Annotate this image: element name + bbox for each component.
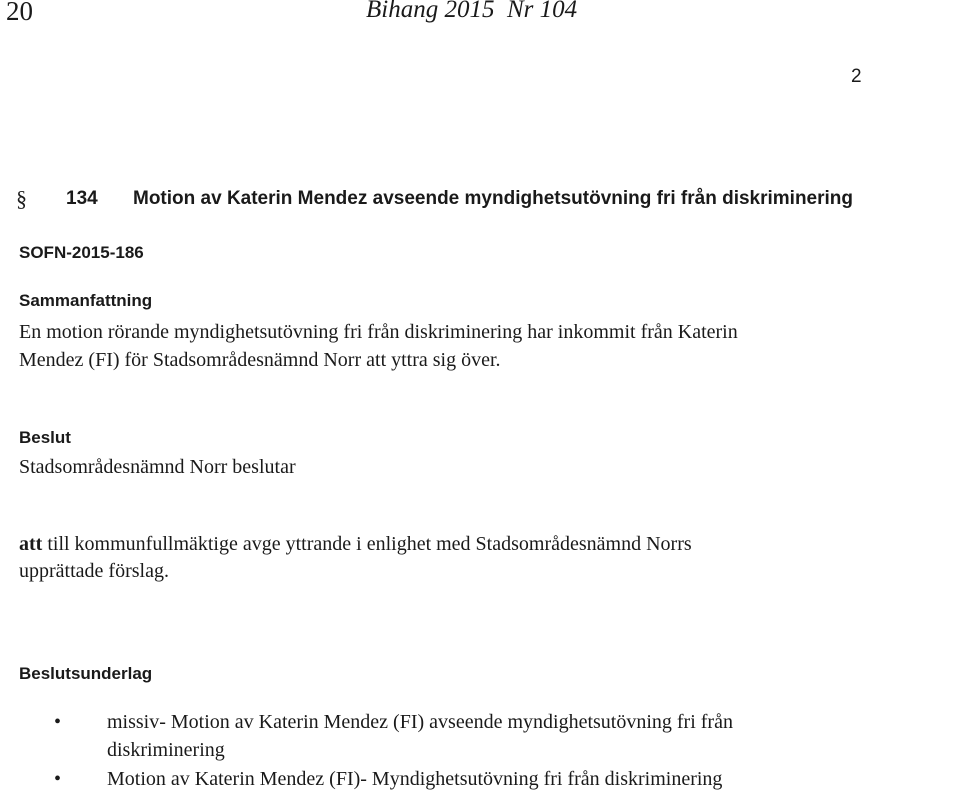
decision-line-1 (19, 533, 692, 556)
item-number: 134 (66, 188, 98, 209)
publication-name: Bihang 2015 (366, 0, 495, 23)
list-item-line-1: Motion av Katerin Mendez (FI)- Myndighetsutövning fri från diskriminering (107, 768, 723, 790)
running-header (366, 0, 577, 24)
decision-intro: Stadsområdesnämnd Norr beslutar (19, 456, 296, 478)
case-id: SOFN-2015-186 (19, 243, 144, 262)
decision-text: till kommunfullmäktige avge yttrande i enlighet med Stadsområdesnämnd Norrs (42, 533, 692, 555)
bullet-icon: • (54, 768, 62, 790)
summary-line-1: En motion rörande myndighetsutövning fri från diskriminering har inkommit från Katerin (19, 321, 738, 343)
bullet-icon: • (54, 711, 62, 733)
issue-number: Nr 104 (506, 0, 578, 23)
section-heading-beslut: Beslut (19, 428, 71, 447)
summary-line-2: Mendez (FI) för Stadsområdesnämnd Norr att yttra sig över. (19, 349, 501, 371)
inner-page-number: 2 (851, 66, 862, 87)
decision-line-2: upprättade förslag. (19, 560, 169, 582)
section-heading-beslutsunderlag: Beslutsunderlag (19, 664, 153, 683)
page-number: 20 (6, 0, 33, 26)
list-item-line-1: missiv- Motion av Katerin Mendez (FI) avseende myndighetsutövning fri från (107, 711, 733, 733)
att-keyword: att (19, 533, 43, 555)
item-title: Motion av Katerin Mendez avseende myndighetsutövning fri från diskriminering (133, 188, 854, 209)
list-item-line-2: diskriminering (107, 739, 225, 761)
section-heading-sammanfattning: Sammanfattning (19, 291, 153, 310)
paragraph-sign: § (16, 186, 27, 211)
